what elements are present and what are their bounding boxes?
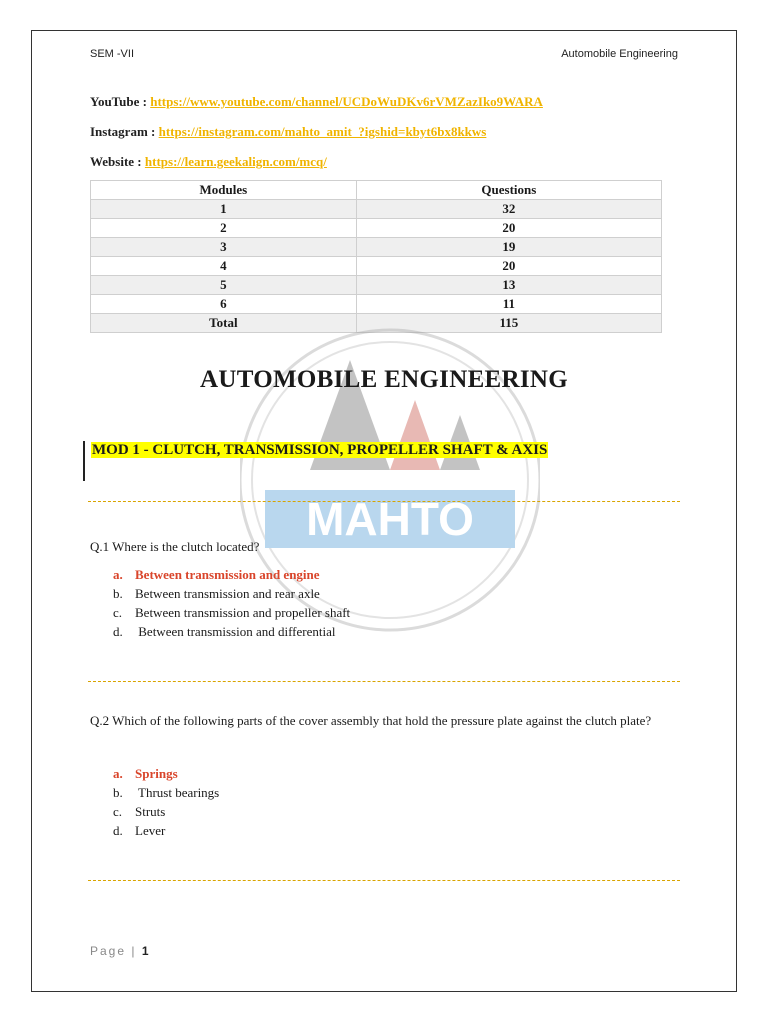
table-row (91, 257, 662, 276)
table-row (91, 238, 662, 257)
question-2-options (113, 764, 219, 840)
column-header-questions: Questions (356, 181, 661, 200)
instagram-link[interactable]: https://instagram.com/mahto_amit_?igshid=kbyt6bx8kkws (158, 124, 487, 139)
document-title: AUTOMOBILE ENGINEERING (199, 366, 568, 393)
option-d: d. Lever (113, 823, 166, 838)
module-cell: 1 (91, 200, 357, 219)
module-cell: 3 (91, 238, 357, 257)
total-label-cell: Total (91, 314, 357, 333)
module-heading-text: MOD 1 - CLUTCH, TRANSMISSION, PROPELLER SHAFT & AXIS (92, 442, 548, 458)
modules-table (90, 180, 662, 333)
page-number: 1 (141, 944, 149, 958)
module-cell: 2 (91, 219, 357, 238)
website-link[interactable]: https://learn.geekalign.com/mcq/ (144, 154, 327, 169)
module-cell: 6 (91, 295, 357, 314)
question-count-cell: 20 (356, 219, 661, 238)
question-count-cell: 19 (356, 238, 661, 257)
youtube-label: YouTube : (90, 94, 151, 109)
instagram-label: Instagram : (90, 124, 159, 139)
total-count-cell: 115 (356, 314, 661, 333)
column-header-modules: Modules (91, 181, 357, 200)
option-a-correct: a. Between transmission and engine (113, 567, 320, 582)
table-row (91, 200, 662, 219)
table-row (91, 219, 662, 238)
website-line (90, 154, 327, 170)
module-heading (83, 441, 548, 481)
question-1: Q.1 Where is the clutch located? (90, 539, 260, 554)
website-label: Website : (90, 154, 145, 169)
table-row (91, 276, 662, 295)
table-header-row (91, 181, 662, 200)
instagram-line (90, 124, 486, 140)
module-cell: 4 (91, 257, 357, 276)
question-count-cell: 13 (356, 276, 661, 295)
divider (88, 501, 680, 502)
youtube-link[interactable]: https://www.youtube.com/channel/UCDoWuDKv6rVMZazIko9WARA (150, 94, 543, 109)
page-label: Page (90, 944, 127, 958)
question-2: Q.2 Which of the following parts of the cover assembly that hold the pressure plate against the clutch plate? (90, 713, 652, 728)
youtube-line (90, 94, 543, 110)
table-row (91, 295, 662, 314)
watermark-text: MAHTO (306, 493, 474, 545)
option-b: b. Thrust bearings (113, 785, 220, 800)
option-a-correct: a. Springs (113, 766, 178, 781)
question-count-cell: 11 (356, 295, 661, 314)
option-c: c. Struts (113, 804, 166, 819)
header-subject: Automobile Engineering (561, 48, 678, 60)
module-cell: 5 (91, 276, 357, 295)
question-count-cell: 32 (356, 200, 661, 219)
option-b: b. Between transmission and rear axle (113, 586, 320, 601)
question-1-options (113, 565, 350, 641)
divider (88, 880, 680, 881)
divider (88, 681, 680, 682)
question-count-cell: 20 (356, 257, 661, 276)
page-footer: Page | 1 (90, 944, 149, 958)
option-d: d. Between transmission and differential (113, 624, 336, 639)
option-c: c. Between transmission and propeller shaft (113, 605, 351, 620)
header-semester: SEM -VII (90, 48, 135, 60)
